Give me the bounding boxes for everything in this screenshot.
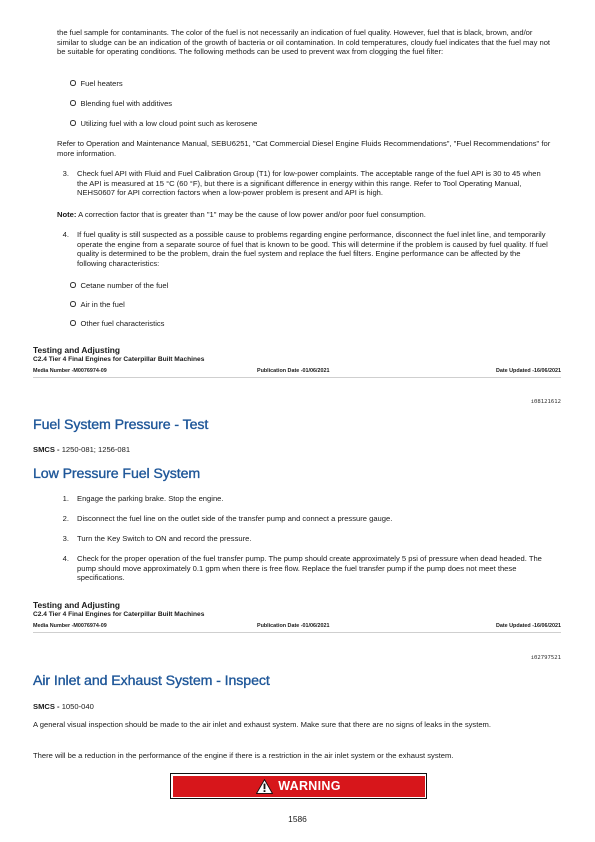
smcs-value: 1250-081; 1256-081: [61, 445, 131, 454]
body-paragraph: There will be a reduction in the performance of the engine if there is a restriction in the air inlet system or the exhaust system.: [33, 751, 454, 760]
step-item: [57, 554, 552, 584]
step-item: [57, 169, 552, 209]
step-number: 4.: [62, 554, 69, 563]
step-text: Disconnect the fuel line on the outlet side of the transfer pump and connect a pressure gauge.: [77, 514, 393, 523]
page-number: 1586: [288, 814, 307, 824]
note-label: Note:: [57, 210, 77, 219]
section-title: Air Inlet and Exhaust System - Inspect: [33, 673, 270, 689]
step-item: [57, 494, 552, 504]
doc-header-subtitle: C2.4 Tier 4 Final Engines for Caterpillar Built Machines: [33, 356, 205, 363]
method-item: Fuel heaters: [70, 79, 530, 89]
warning-triangle-icon: [256, 779, 273, 794]
smcs-value: 1050-040: [61, 702, 94, 711]
note-paragraph: [57, 210, 552, 220]
characteristic-item: Air in the fuel: [70, 300, 530, 310]
date-updated: Date Updated -16/06/2021: [495, 368, 561, 374]
warning-banner-fill: [173, 776, 425, 797]
step-text: If fuel quality is still suspected as a possible cause to problems regarding engine performance, disconnect the fuel inlet line, and temporarily operate the engine from a separate source of fuel that is known to be good. This will determine if the problem is caused by fuel quality. If fuel quality is determined to be the problem, drain the fuel system and replace the fuel filters. Engine performance can be affected by the following characteristics:: [77, 230, 548, 268]
bullet-icon: [70, 320, 76, 326]
doc-header-title: Testing and Adjusting: [33, 600, 120, 610]
doc-id: i08121612: [530, 399, 561, 405]
method-item: Blending fuel with additives: [70, 99, 530, 109]
step-item: [57, 534, 552, 544]
characteristic-item: Cetane number of the fuel: [70, 281, 530, 291]
bullet-icon: [70, 282, 76, 288]
step-number: 3.: [62, 169, 69, 178]
step-number: 2.: [62, 514, 69, 523]
refer-paragraph: Refer to Operation and Maintenance Manual, SEBU6251, "Cat Commercial Diesel Engine Fluids Recommendations", "Fuel Recommendations" for more information.: [57, 139, 551, 158]
step-text: Check fuel API with Fluid and Fuel Calibration Group (T1) for low-power complaints. The acceptable range of the fuel API is 30 to 45 when the API is measured at 15 °C (60 °F), but there is a significant difference in energy within this range. Refer to Tool Operating Manual, NEHS0607 for API correction factors when a low-power problem is present and API is high.: [77, 169, 541, 198]
section-title: Fuel System Pressure - Test: [33, 417, 209, 433]
step-item: [57, 230, 552, 270]
step-text: Turn the Key Switch to ON and record the pressure.: [77, 534, 252, 543]
step-number: 3.: [62, 534, 69, 543]
step-number: 4.: [62, 230, 69, 239]
bullet-icon: [70, 301, 76, 307]
characteristic-item: Other fuel characteristics: [70, 319, 530, 329]
header-divider: [33, 377, 561, 378]
warning-label: WARNING: [278, 779, 341, 793]
doc-header-title: Testing and Adjusting: [33, 345, 120, 355]
note-text: A correction factor that is greater than "1" may be the cause of low power and/or poor fuel consumption.: [76, 210, 426, 219]
section-subtitle: Low Pressure Fuel System: [33, 466, 201, 482]
header-divider: [33, 632, 561, 633]
bullet-icon: [70, 120, 76, 126]
publication-date: Publication Date -01/06/2021: [257, 623, 330, 629]
media-number: Media Number -M0076974-09: [33, 623, 107, 629]
publication-date: Publication Date -01/06/2021: [257, 368, 330, 374]
bullet-icon: [70, 80, 76, 86]
smcs-line: [33, 445, 130, 454]
intro-paragraph: the fuel sample for contaminants. The color of the fuel is not necessarily an indication of fuel quality. However, fuel that is black, brown, and/or similar to sludge can be an indication of the growth of bacteria or oil contamination. In cold temperatures, cloudy fuel indicates that the fuel may not be suitable for operating conditions. The following methods can be used to prevent wax from clogging the fuel filter:: [57, 28, 551, 57]
step-number: 1.: [62, 494, 69, 503]
date-updated: Date Updated -16/06/2021: [495, 623, 561, 629]
media-number: Media Number -M0076974-09: [33, 368, 107, 374]
smcs-label: SMCS -: [33, 702, 62, 711]
doc-id: i02797521: [530, 655, 561, 661]
step-item: [57, 514, 552, 524]
method-item: Utilizing fuel with a low cloud point such as kerosene: [70, 119, 530, 129]
smcs-line: [33, 702, 94, 711]
step-text: Check for the proper operation of the fuel transfer pump. The pump should create approximately 5 psi of pressure when dead headed. The pump should move approximately 0.1 gpm when there is free flow. Replace the fuel transfer pump if the pump does not meet these specifications.: [77, 554, 542, 583]
smcs-label: SMCS -: [33, 445, 62, 454]
step-text: Engage the parking brake. Stop the engine.: [77, 494, 224, 503]
doc-header-subtitle: C2.4 Tier 4 Final Engines for Caterpillar Built Machines: [33, 611, 205, 618]
body-paragraph: A general visual inspection should be made to the air inlet and exhaust system. Make sure that there are no signs of leaks in the system.: [33, 720, 491, 729]
bullet-icon: [70, 100, 76, 106]
warning-banner: [170, 773, 427, 799]
